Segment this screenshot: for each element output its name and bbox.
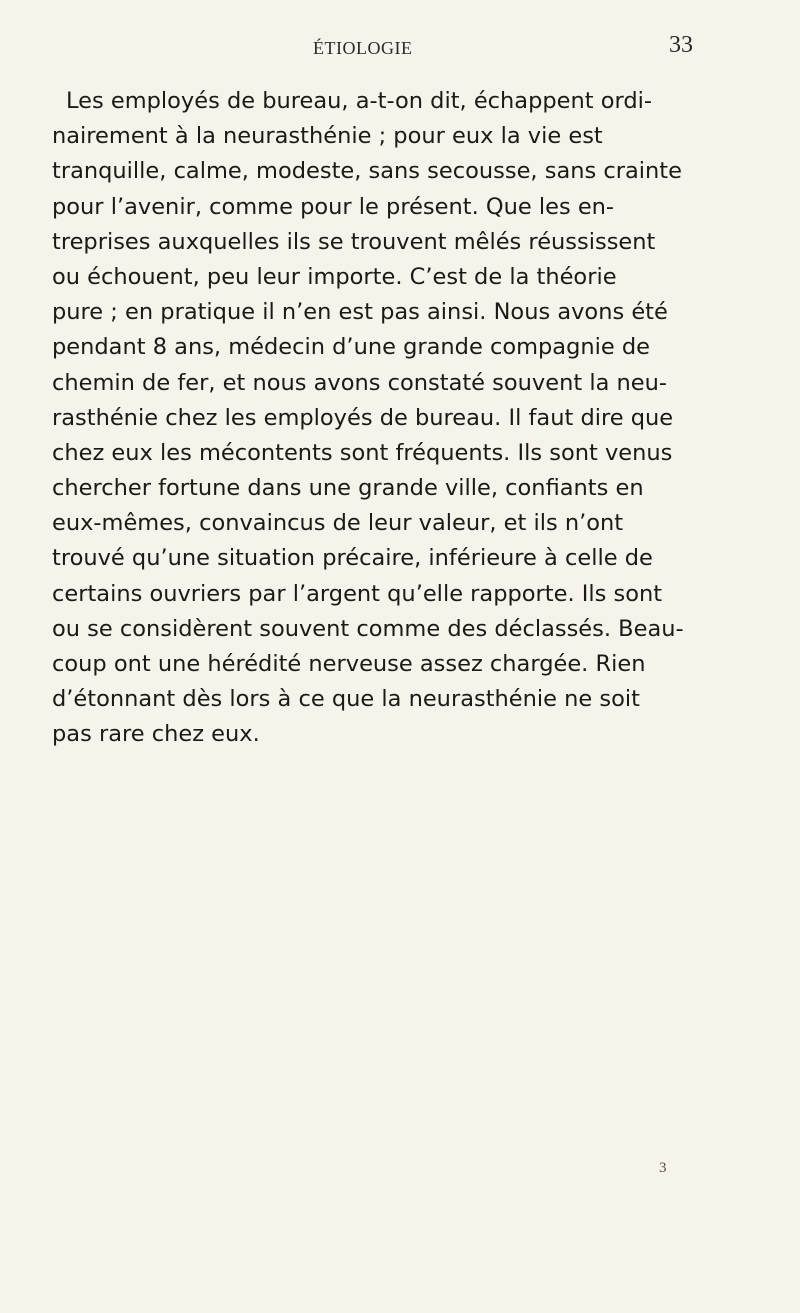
text-line: ou se considèrent souvent comme des déclassés. Beau-: [52, 615, 684, 642]
text-line: chemin de fer, et nous avons constaté souvent la neu-: [52, 369, 667, 396]
text-line: pas rare chez eux.: [52, 721, 260, 748]
text-line: Les employés de bureau, a-t-on dit, échappent ordi-: [66, 88, 652, 114]
text-line: nairement à la neurasthénie ; pour eux la vie est: [52, 123, 603, 150]
text-line: chercher fortune dans une grande ville, confiants en: [52, 475, 644, 502]
text-line: eux-mêmes, convaincus de leur valeur, et ils n’ont: [52, 510, 624, 537]
text-line: ou échouent, peu leur importe. C’est de la théorie: [52, 263, 617, 290]
text-line: chez eux les mécontents sont fréquents. Ils sont venus: [52, 439, 673, 466]
running-head: [0, 0, 800, 58]
text-line: d’étonnant dès lors à ce que la neurasthénie ne soit: [52, 686, 640, 713]
text-line: pure ; en pratique il n’en est pas ainsi. Nous avons été: [52, 299, 668, 326]
page-number: 33: [669, 32, 693, 58]
text-line: tranquille, calme, modeste, sans secousse, sans crainte: [52, 158, 682, 185]
text-line: rasthénie chez les employés de bureau. Il faut dire que: [52, 404, 674, 431]
text-line: coup ont une hérédité nerveuse assez chargée. Rien: [52, 651, 646, 677]
body-paragraph: [52, 84, 742, 753]
text-line: treprises auxquelles ils se trouvent mêlés réussissent: [52, 228, 656, 255]
text-line: trouvé qu’une situation précaire, inférieure à celle de: [52, 545, 653, 572]
text-line: certains ouvriers par l’argent qu’elle rapporte. Ils sont: [52, 580, 663, 607]
running-title: ÉTIOLOGIE: [313, 38, 413, 58]
text-line: pendant 8 ans, médecin d’une grande compagnie de: [52, 334, 650, 361]
signature-mark: 3: [659, 1160, 667, 1176]
text-line: pour l’avenir, comme pour le présent. Que les en-: [52, 193, 615, 220]
